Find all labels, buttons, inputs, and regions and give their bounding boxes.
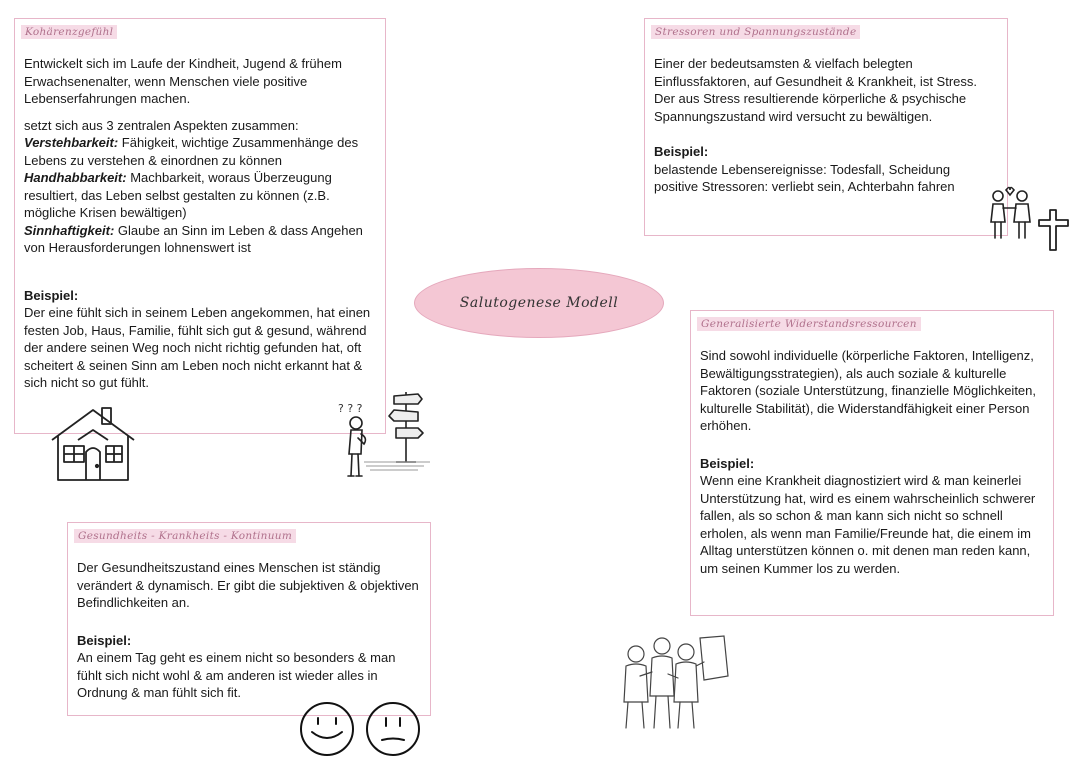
example-label: Beispiel: (24, 287, 79, 303)
neutral-face-icon (364, 700, 422, 758)
example-label: Beispiel: (700, 455, 755, 471)
cross-icon (1036, 208, 1072, 252)
example-text: Wenn eine Krankheit diagnostiziert wird & man keinerlei Unterstützung hat, wird es einem wahrscheinlich schwerer fallen, als so schon & man kann sich nicht so schnell erholen, als wenn man Familie/Freunde hat, die einem im Alltag unterstützen können o. mit denen man reden kann, um seinen Kummer los zu werden. (700, 473, 1036, 576)
ground-shadow (362, 458, 432, 472)
example-line: positive Stressoren: verliebt sein, Achterbahn fahren (654, 179, 955, 194)
card-stressoren (644, 18, 1008, 236)
card-title: Kohärenzgefühl (21, 25, 117, 39)
group-people-icon (612, 632, 742, 732)
example-label: Beispiel: (654, 144, 709, 159)
signpost-icon (384, 386, 428, 466)
house-icon (48, 400, 138, 484)
card-title: Generalisierte Widerstandsressourcen (697, 317, 921, 331)
aspect-item: Sinnhaftigkeit: Glaube an Sinn im Leben & dass Angehen von Herausforderungen lohnenswert ist (24, 222, 363, 255)
couple-icon (986, 184, 1036, 242)
happy-face-icon (298, 700, 356, 758)
intro-text: Entwickelt sich im Laufe der Kindheit, Jugend & frühem Erwachsenenalter, wenn Menschen viele positive Lebenserfahrungen machen. (24, 56, 342, 106)
stressoren-text: Einer der bedeutsamsten & vielfach belegten Einflussfaktoren, auf Gesundheit & Krankheit, ist Stress. Der aus Stress resultierende körperliche & psychische Spannungszustand wird versucht zu bewältigen. (654, 56, 977, 124)
card-title: Gesundheits - Krankheits - Kontinuum (74, 529, 296, 543)
card-widerstandsressourcen (690, 310, 1054, 616)
card-kohaerenzgefuehl (14, 18, 386, 434)
center-title: Salutogenese Modell (459, 295, 619, 311)
aspect-item: Verstehbarkeit: Fähigkeit, wichtige Zusammenhänge des Lebens zu verstehen & einordnen zu können (24, 135, 359, 168)
question-marks: ? ? ? (338, 402, 363, 415)
card-title: Stressoren und Spannungszustände (651, 25, 860, 39)
aspect-item: Handhabbarkeit: Machbarkeit, woraus Überzeugung resultiert, das Leben selbst gestalten zu können (z.B. mögliche Krisen bewältigen) (24, 170, 332, 220)
kontinuum-text: Der Gesundheitszustand eines Menschen ist ständig verändert & dynamisch. Er gibt die subjektiven & objektiven Befindlichkeiten an. (77, 560, 419, 610)
example-text: Der eine fühlt sich in seinem Leben angekommen, hat einen festen Job, Haus, Familie, fühlt sich gut & gesund, während der andere seinen Weg noch nicht richtig gefunden hat, oft scheitert & seinen Sinn am Leben noch nicht erkannt hat & sich nicht so gut fühlt. (24, 305, 371, 390)
center-topic (414, 268, 664, 338)
widerstand-text: Sind sowohl individuelle (körperliche Faktoren, Intelligenz, Bewältigungsstrategien), als auch soziale & kulturelle Faktoren (soziale Unterstützung, finanzielle Möglichkeiten, kulturelle Stabilität), die Widerstandfähigkeit einer Person erhöhen. (700, 348, 1037, 433)
example-label: Beispiel: (77, 632, 132, 648)
card-kontinuum (67, 522, 431, 716)
example-line: belastende Lebensereignisse: Todesfall, Scheidung (654, 161, 951, 177)
example-text: An einem Tag geht es einem nicht so besonders & man fühlt sich nicht wohl & am anderen ist wieder alles in Ordnung & man fühlt sich fit. (77, 650, 396, 700)
aspects-intro: setzt sich aus 3 zentralen Aspekten zusammen: (24, 117, 299, 133)
